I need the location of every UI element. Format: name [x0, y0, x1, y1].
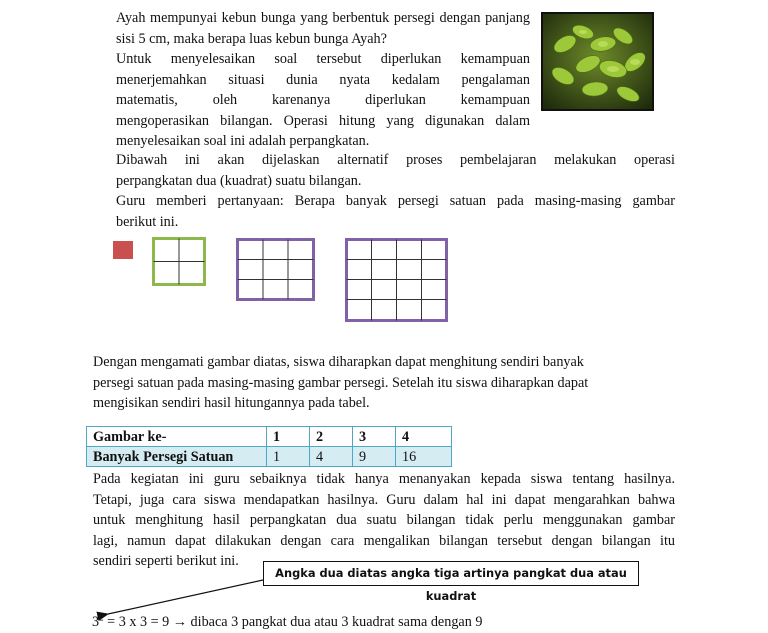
table-cell: 1: [267, 447, 310, 467]
table-cell: 9: [353, 447, 396, 467]
square-4x4: [345, 238, 448, 322]
activity-line-5: sendiri seperti berikut ini.: [93, 553, 239, 569]
solving-line-5: menyelesaikan soal ini adalah perpangkatan.: [116, 133, 370, 149]
explanation-line-1: Dibawah ini akan dijelaskan alternatif proses pembelajaran melakukan operasi: [116, 152, 675, 168]
solving-line-2: menerjemahkan situasi dunia nyata kedalam pengalaman: [116, 71, 530, 88]
question-line-1: Guru memberi pertanyaan: Berapa banyak persegi satuan pada masing-masing gambar: [116, 193, 675, 209]
explanation-line-2: perpangkatan dua (kuadrat) suatu bilangan.: [116, 172, 362, 189]
intro-text-block: [116, 8, 530, 152]
callout-box: [263, 561, 639, 603]
square-count-table: [86, 426, 452, 467]
table-header-label: Gambar ke-: [87, 427, 267, 447]
table-header-cell: 1: [267, 427, 310, 447]
square-2x2: [152, 237, 206, 286]
solving-line-3: matematis, oleh karenanya diperlukan kemampuan: [116, 92, 530, 108]
unit-square-filled: [113, 241, 133, 259]
grid-3x3-border: [238, 240, 314, 300]
square-4x4-svg: [345, 238, 448, 322]
intro-paragraph: Ayah mempunyai kebun bunga yang berbentuk persegi dengan panjang sisi 5 cm, maka berapa luas kebun bunga Ayah?: [116, 10, 530, 47]
table-header-row: [87, 427, 452, 447]
formula-exponent: 2: [99, 612, 104, 623]
callout-text: Angka dua diatas angka tiga artinya pangkat dua atau kuadrat: [275, 566, 627, 603]
leaf-photo-illustration: [543, 14, 652, 109]
explanation-block: [116, 150, 675, 232]
flower-garden-photo: [541, 12, 654, 111]
formula-expression: = 3 x 3 = 9 → dibaca 3 pangkat dua atau 3 kuadrat sama dengan 9: [107, 614, 483, 630]
activity-block: [93, 469, 675, 572]
observation-line-3: mengisikan sendiri hasil hitungannya pada tabel.: [93, 395, 370, 411]
square-2x2-svg: [152, 237, 206, 286]
table-header-cell: 4: [396, 427, 452, 447]
table-header-cell: 2: [310, 427, 353, 447]
arrow-line: [108, 580, 263, 614]
activity-line-4: lagi, namun dapat dilakukan dengan cara mengalikan bilangan tersebut dengan bilangan itu: [93, 532, 675, 549]
observation-line-2: persegi satuan pada masing-masing gambar persegi. Setelah itu siswa diharapkan dapat: [93, 374, 589, 391]
intro-paragraph-line-a: [116, 8, 530, 49]
activity-line-1: Pada kegiatan ini guru sebaiknya tidak hanya menanyakan kepada siswa tentang hasilnya.: [93, 471, 675, 487]
square-1x1: [113, 241, 133, 259]
table-row-label: Banyak Persegi Satuan: [87, 447, 267, 467]
observation-line-1: Dengan mengamati gambar diatas, siswa diharapkan dapat menghitung sendiri banyak: [93, 354, 584, 370]
solving-line-4: mengoperasikan bilangan. Operasi hitung yang digunakan dalam: [116, 112, 530, 129]
formula-line: [92, 612, 692, 633]
square-3x3: [236, 238, 315, 301]
activity-line-2: Tetapi, juga cara siswa mendapatkan hasilnya. Guru dalam hal ini dapat mengarahkan bahwa: [93, 491, 675, 508]
table-cell: 16: [396, 447, 452, 467]
table-row: [87, 447, 452, 467]
activity-line-3: untuk menghitung hasil perpangkatan dua suatu bilangan tidak perlu menggunakan gambar: [93, 512, 675, 528]
formula-base: 3: [92, 614, 100, 630]
observation-block: [93, 352, 653, 414]
square-1x1-svg: [113, 241, 133, 259]
table-header-cell: 3: [353, 427, 396, 447]
solving-line-1: Untuk menyelesaikan soal tersebut diperlukan kemampuan: [116, 51, 530, 67]
table-cell: 4: [310, 447, 353, 467]
question-line-2: berikut ini.: [116, 213, 179, 230]
square-3x3-svg: [236, 238, 315, 301]
